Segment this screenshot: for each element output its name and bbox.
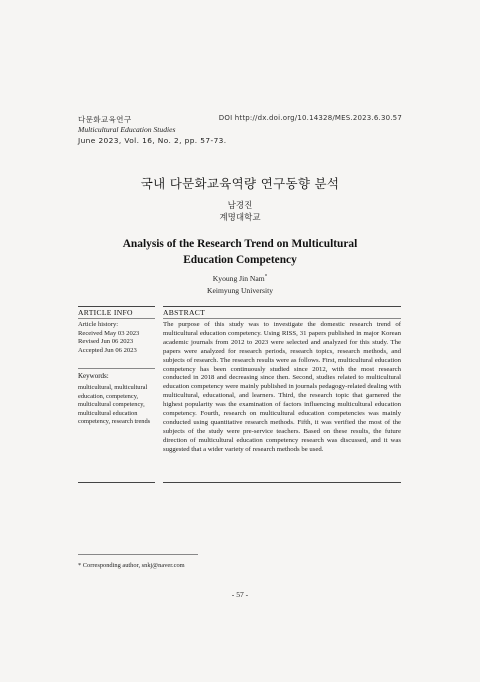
article-info-header-rule: [78, 318, 155, 319]
author-name-korean: 남경진: [227, 201, 253, 211]
abstract-body: The purpose of this study was to investigate the domestic research trend of multicultural education competency. Using RISS, 31 papers published in major Korean academic journals from 2012 to 2023 were selected and analyzed for this study. The papers were analyzed for research periods, research topics, research methods, and subjects of research. The research results were as follows. First, multicultural education competency has been continuously studied since 2012, with the most research conducted in 2018 and decreasing since then. Second, studies related to multicultural education competency were mainly published in journals pedagogy-related dealing with multicultural, educational, and learners. Third, the research topic that garnered the highest popularity was the examination of factors influencing multicultural education competency. Fourth, research on multicultural education competencies was mainly conducted using quantitative research methods. Fifth, it was verified the most of the subjects of the study were pre-service teachers. Based on these results, the future direction of multicultural education competency research was discussed, and it was suggested that a wider variety of research methods be used.: [163, 321, 401, 453]
paper-title-english: [0, 236, 480, 268]
abstract-header-rule: [163, 318, 401, 319]
journal-issue: June 2023, Vol. 16, No. 2, pp. 57-73.: [78, 136, 227, 145]
journal-title-korean: 다문화교육연구: [78, 115, 132, 124]
history-keywords-divider: [78, 368, 155, 369]
paper-title-english-line1: Analysis of the Research Trend on Multicultural: [122, 238, 358, 250]
author-name-english: [0, 274, 480, 283]
history-revised: Revised Jun 06 2023: [78, 338, 134, 345]
corresponding-author-mark: *: [264, 274, 268, 280]
history-heading: Article history:: [78, 321, 119, 328]
article-info-bottom-rule: [78, 482, 155, 483]
abstract-heading: ABSTRACT: [163, 308, 206, 317]
history-accepted: Accepted Jun 06 2023: [78, 346, 137, 354]
author-name-english-text: Kyoung Jin Nam: [212, 274, 265, 283]
page-number: - 57 -: [231, 590, 249, 599]
paper-title-english-line2: Education Competency: [183, 254, 297, 266]
corresponding-author-footnote: * Corresponding author, snkj@naver.com: [78, 562, 185, 569]
abstract-top-rule: [163, 306, 401, 307]
history-received: Received May 03 2023: [78, 329, 140, 337]
article-history: [78, 321, 139, 355]
abstract-bottom-rule: [163, 482, 401, 483]
affiliation-english: Keimyung University: [206, 286, 273, 295]
keywords-list: multicultural, multicultural education, competency, multicultural competency, multicultural education competency, research trends: [78, 384, 151, 426]
article-info-heading: ARTICLE INFO: [78, 308, 133, 317]
doi-link[interactable]: DOI http://dx.doi.org/10.14328/MES.2023.6.30.57: [218, 114, 402, 122]
footnote-rule: [78, 554, 198, 555]
journal-title-english: Multicultural Education Studies: [78, 125, 176, 134]
affiliation-korean: 계명대학교: [219, 213, 261, 223]
paper-title-korean: 국내 다문화교육역량 연구동향 분석: [140, 176, 340, 191]
keywords-heading: Keywords:: [78, 372, 109, 380]
article-info-top-rule: [78, 306, 155, 307]
